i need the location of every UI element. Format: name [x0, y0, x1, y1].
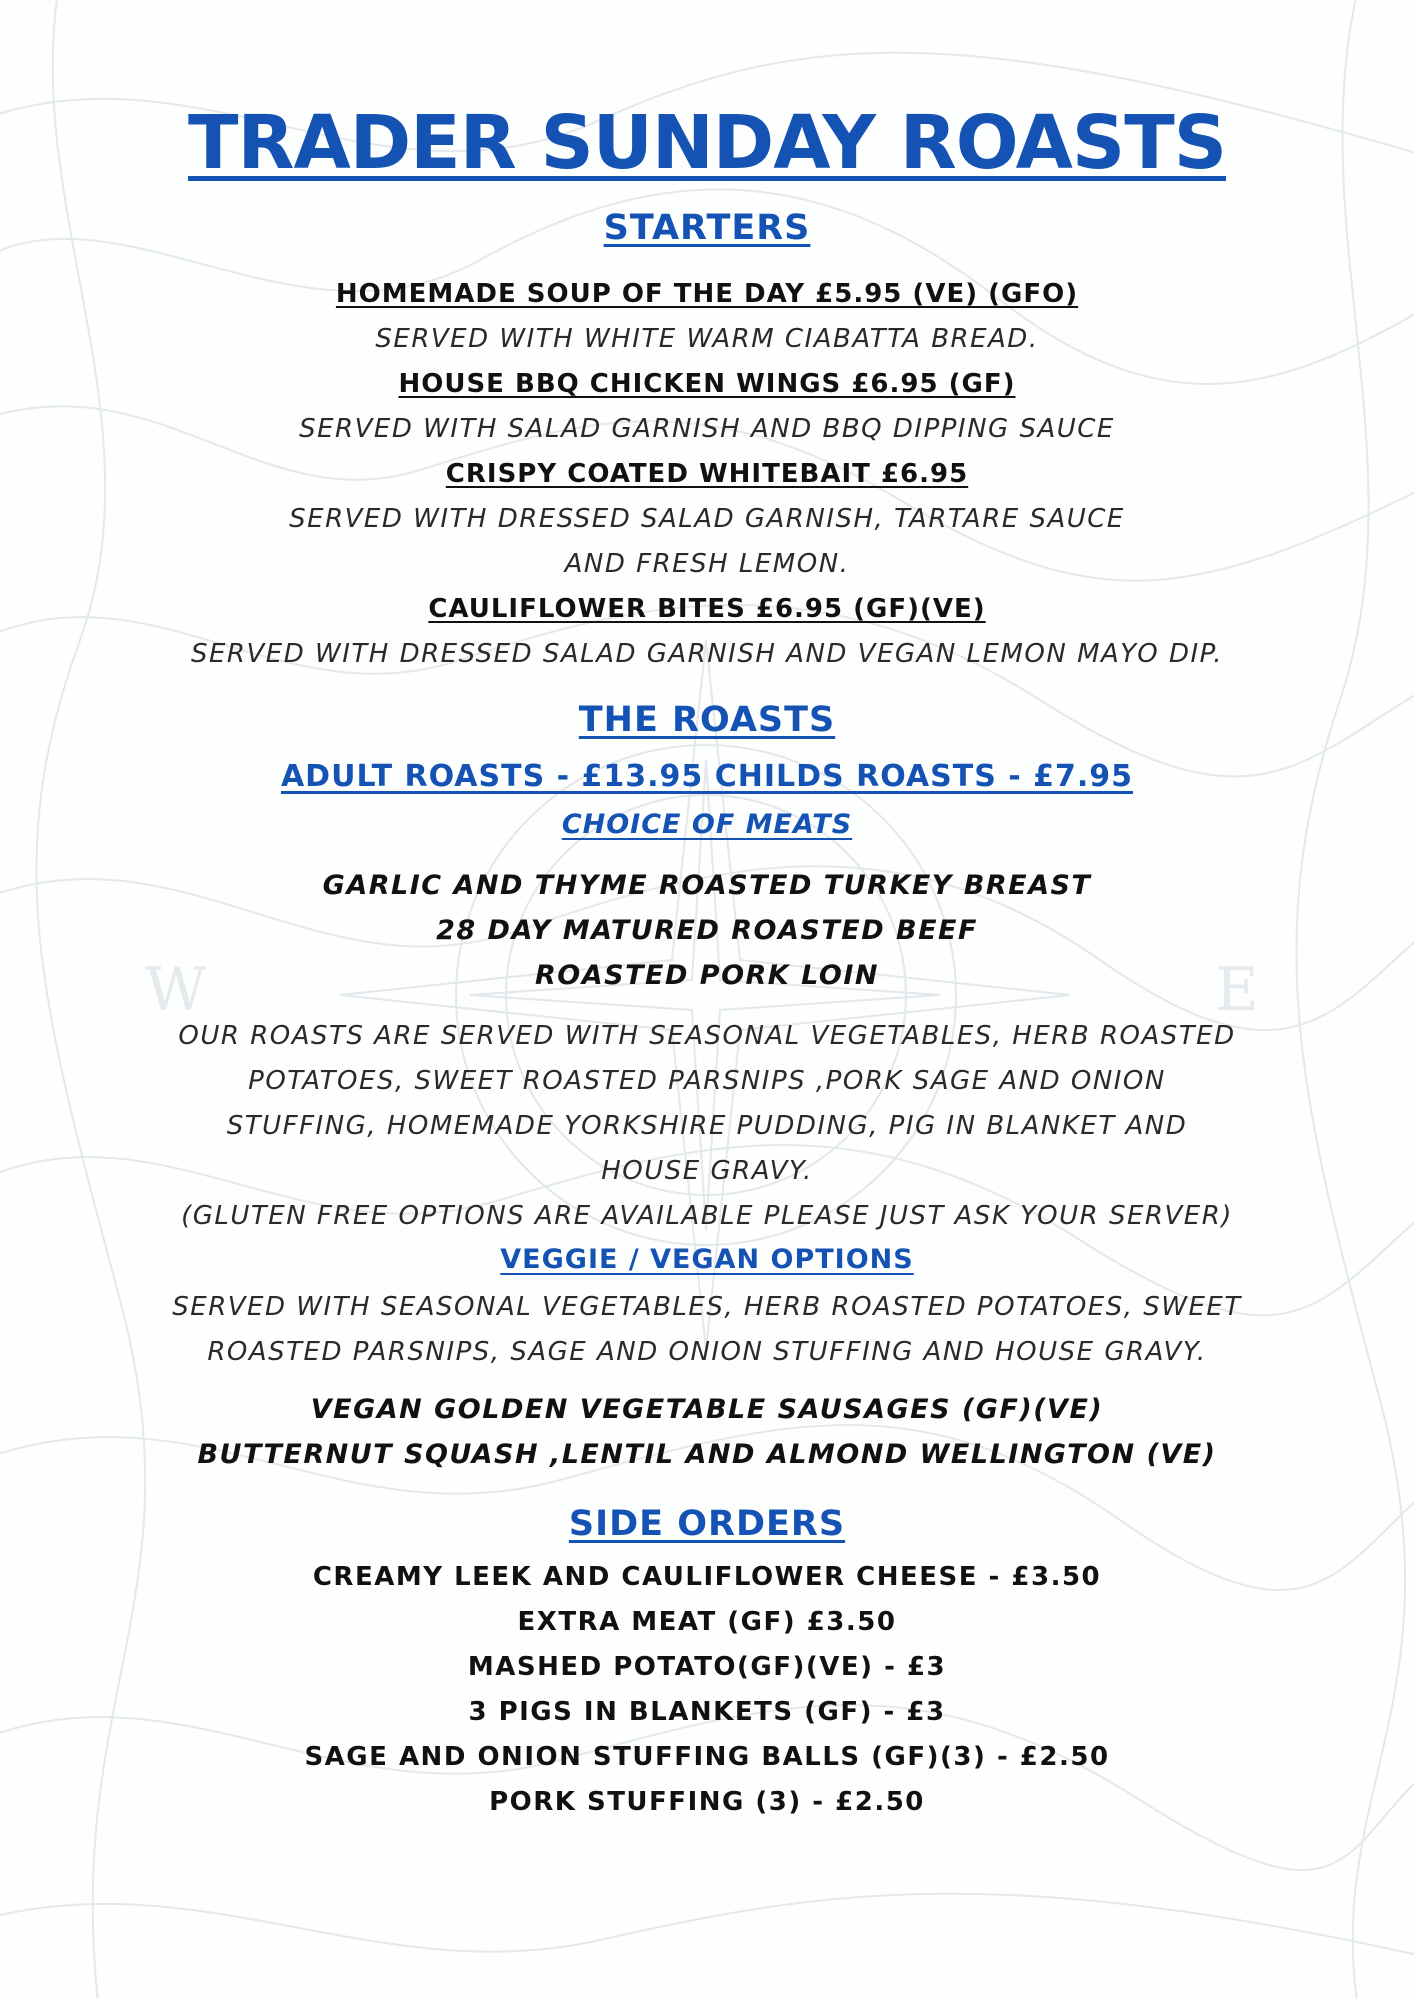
- roast-description-line: HOUSE GRAVY.: [601, 1156, 813, 1186]
- side-order-item: PORK STUFFING (3) - £2.50: [489, 1787, 925, 1817]
- page-title: TRADER SUNDAY ROASTS: [188, 100, 1226, 186]
- starter-name: HOMEMADE SOUP OF THE DAY £5.95 (VE) (GFO): [335, 279, 1079, 309]
- starter-description: SERVED WITH DRESSED SALAD GARNISH AND VEGAN LEMON MAYO DIP.: [191, 639, 1223, 669]
- meat-option: ROASTED PORK LOIN: [535, 960, 879, 991]
- svg-text:W: W: [145, 955, 207, 1025]
- starter-description: AND FRESH LEMON.: [564, 549, 850, 579]
- starters-list: [80, 272, 1334, 677]
- veggie-description-line: ROASTED PARSNIPS, SAGE AND ONION STUFFING AND HOUSE GRAVY.: [207, 1337, 1207, 1367]
- meat-option: GARLIC AND THYME ROASTED TURKEY BREAST: [322, 870, 1092, 901]
- starter-description: SERVED WITH WHITE WARM CIABATTA BREAD.: [375, 324, 1039, 354]
- roast-description-line: POTATOES, SWEET ROASTED PARSNIPS ,PORK SAGE AND ONION: [248, 1066, 1166, 1096]
- veggie-items: [80, 1387, 1334, 1477]
- starters-heading: STARTERS: [603, 208, 811, 248]
- starter-description: SERVED WITH DRESSED SALAD GARNISH, TARTARE SAUCE: [289, 504, 1125, 534]
- veggie-option: VEGAN GOLDEN VEGETABLE SAUSAGES (GF)(VE): [310, 1394, 1104, 1425]
- roast-description: [80, 1014, 1334, 1239]
- roast-description-line: STUFFING, HOMEMADE YORKSHIRE PUDDING, PIG IN BLANKET AND: [226, 1111, 1188, 1141]
- side-orders-heading: SIDE ORDERS: [568, 1504, 846, 1544]
- choice-of-meats-heading: CHOICE OF MEATS: [561, 809, 853, 840]
- veggie-option: BUTTERNUT SQUASH ,LENTIL AND ALMOND WELLINGTON (VE): [197, 1439, 1217, 1470]
- meat-option: 28 DAY MATURED ROASTED BEEF: [436, 915, 978, 946]
- side-orders-list: [80, 1555, 1334, 1825]
- roast-prices: ADULT ROASTS - £13.95 CHILDS ROASTS - £7.95: [280, 759, 1134, 794]
- starter-name: CAULIFLOWER BITES £6.95 (GF)(VE): [428, 594, 986, 624]
- gluten-free-note: (GLUTEN FREE OPTIONS ARE AVAILABLE PLEASE JUST ASK YOUR SERVER): [181, 1201, 1233, 1231]
- veggie-options-heading: VEGGIE / VEGAN OPTIONS: [500, 1244, 914, 1275]
- starter-name: CRISPY COATED WHITEBAIT £6.95: [445, 459, 969, 489]
- side-order-item: CREAMY LEEK AND CAULIFLOWER CHEESE - £3.50: [312, 1562, 1102, 1592]
- starter-description: SERVED WITH SALAD GARNISH AND BBQ DIPPING SAUCE: [299, 414, 1115, 444]
- svg-text:E: E: [1215, 955, 1259, 1025]
- starter-name: HOUSE BBQ CHICKEN WINGS £6.95 (GF): [398, 369, 1016, 399]
- veggie-description: [80, 1285, 1334, 1375]
- roast-description-line: OUR ROASTS ARE SERVED WITH SEASONAL VEGETABLES, HERB ROASTED: [178, 1021, 1236, 1051]
- side-order-item: SAGE AND ONION STUFFING BALLS (GF)(3) - £2.50: [304, 1742, 1110, 1772]
- veggie-description-line: SERVED WITH SEASONAL VEGETABLES, HERB ROASTED POTATOES, SWEET: [172, 1292, 1242, 1322]
- side-order-item: 3 PIGS IN BLANKETS (GF) - £3: [468, 1697, 946, 1727]
- side-order-item: MASHED POTATO(GF)(VE) - £3: [467, 1652, 947, 1682]
- side-order-item: EXTRA MEAT (GF) £3.50: [517, 1607, 897, 1637]
- meats-list: [80, 863, 1334, 998]
- roasts-heading: THE ROASTS: [578, 700, 836, 740]
